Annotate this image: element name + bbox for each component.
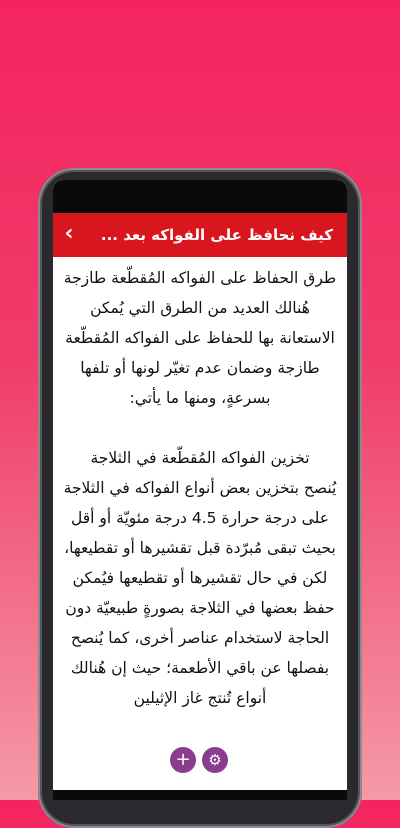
app-screen: [53, 180, 347, 800]
article-heading-1: طرق الحفاظ على الفواكه المُقطّعة طازجة: [63, 269, 337, 287]
plus-icon: +: [175, 749, 191, 770]
article-heading-2: تخزين الفواكه المُقطّعة في الثلاجة: [90, 449, 310, 467]
page-title: كيف نحافظ على الفواكه بعد ...: [100, 226, 333, 244]
app-bar: [53, 213, 347, 257]
add-button[interactable]: [170, 747, 196, 773]
article-paragraph-1: هُنالك العديد من الطرق التي يُمكن الاستعانة بها للحفاظ على الفواكه المُقطّعة طازجة وضمان عدم تغيّر لونها أو تلفها بسرعةٍ، ومنها ما يأتي:: [65, 299, 335, 407]
article-paragraph-2: يُنصح بتخزين بعض أنواع الفواكه في الثلاجة على درجة حرارة 4.5 درجة مئويّة أو أقل بحيث تبقى مُبرّدة قبل تقشيرها أو تقطيعها، لكن في حال تقشيرها أو تقطيعها فيُمكن حفظ بعضها في الثلاجة بصورةٍ طبيعيّة دون الحاجة لاستخدام عناصر أخرى، كما يُنصح بفصلها عن باقي الأطعمة؛ حيث إن هُنالك أنواع تُنتج غاز الإثيلين: [63, 479, 337, 707]
chevron-left-icon[interactable]: ‹: [64, 221, 74, 246]
status-bar: [53, 180, 347, 213]
settings-button[interactable]: [202, 747, 228, 773]
paragraph-spacer: [63, 413, 337, 443]
bottom-edge: [53, 790, 347, 800]
gear-icon: ⚙: [208, 751, 222, 769]
article-body: [53, 257, 347, 713]
